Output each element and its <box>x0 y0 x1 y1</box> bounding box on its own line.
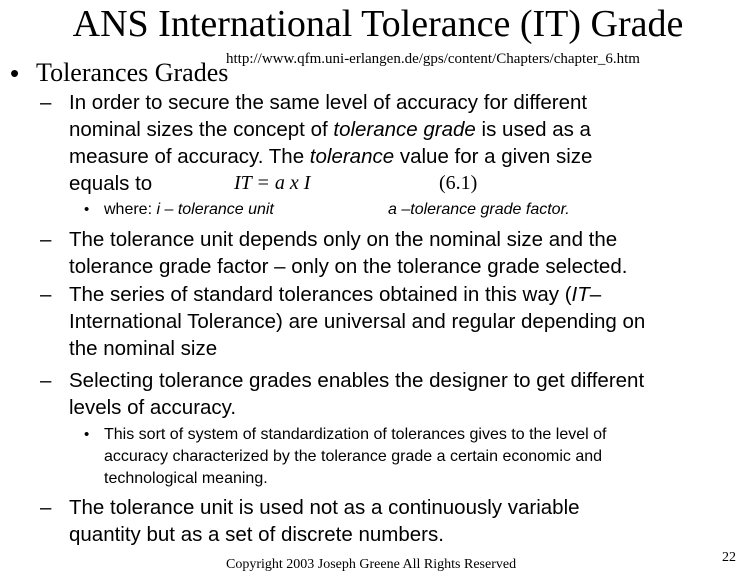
p5-line2: quantity but as a set of discrete numbers. <box>69 523 444 546</box>
formula: IT = a x I <box>234 172 311 194</box>
dash-marker: – <box>40 283 52 306</box>
dash-marker: – <box>40 369 52 392</box>
page-number: 22 <box>722 550 736 565</box>
emphasis-it: IT <box>571 283 590 306</box>
slide-title: ANS International Tolerance (IT) Grade <box>72 3 684 45</box>
p3-line3: the nominal size <box>69 337 218 360</box>
p4-sub-line2: accuracy characterized by the tolerance grade a certain economic and <box>104 448 603 465</box>
p4-line1: Selecting tolerance grades enables the designer to get different <box>69 369 645 392</box>
p3-line1: The series of standard tolerances obtained in this way (IT– <box>69 283 602 306</box>
p2-line2: tolerance grade factor – only on the tolerance grade selected. <box>69 255 628 278</box>
where-line: where: i – tolerance unit <box>104 201 274 218</box>
p1-line4: equals to <box>69 172 153 195</box>
p2-line1: The tolerance unit depends only on the nominal size and the <box>69 228 618 251</box>
emphasis-tolerance: tolerance <box>309 145 395 168</box>
equation-number: (6.1) <box>439 172 478 194</box>
p1-line1: In order to secure the same level of accuracy for different <box>69 91 588 114</box>
p1-line2: nominal sizes the concept of tolerance grade is used as a <box>69 118 591 141</box>
dot-marker: • <box>84 201 90 218</box>
main-heading: Tolerances Grades <box>36 58 229 87</box>
dash-marker: – <box>40 228 52 251</box>
source-url: http://www.qfm.uni-erlangen.de/gps/content/Chapters/chapter_6.htm <box>226 51 640 67</box>
p4-sub-line3: technological meaning. <box>104 470 268 487</box>
tolerance-unit-definition: i – tolerance unit <box>156 201 274 218</box>
bullet-marker: • <box>10 58 20 88</box>
p4-sub-line1: This sort of system of standardization of tolerances gives to the level of <box>104 426 607 443</box>
dash-marker: – <box>40 496 52 519</box>
p4-line2: levels of accuracy. <box>69 396 237 419</box>
p5-line1: The tolerance unit is used not as a continuously variable <box>69 496 580 519</box>
p1-line3: measure of accuracy. The tolerance value for a given size <box>69 145 593 168</box>
grade-factor-definition: a –tolerance grade factor. <box>388 201 570 218</box>
dot-marker: • <box>84 426 90 443</box>
dash-marker: – <box>40 91 52 114</box>
p3-line2: International Tolerance) are universal and regular depending on <box>69 310 646 333</box>
emphasis-tolerance-grade: tolerance grade <box>333 118 476 141</box>
footer-copyright: Copyright 2003 Joseph Greene All Rights Reserved <box>226 557 517 572</box>
